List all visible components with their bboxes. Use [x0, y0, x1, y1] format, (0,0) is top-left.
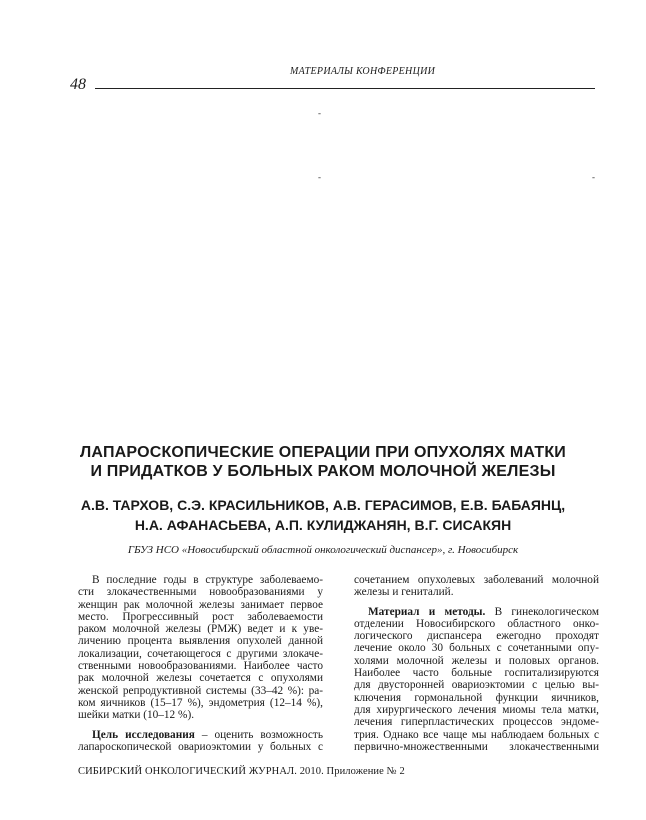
paragraph-line: шейки матки (10–12 %).	[78, 709, 195, 722]
stray-mark: -	[318, 172, 321, 182]
right-column	[354, 574, 599, 753]
authors-line: Н.А. АФАНАСЬЕВА, А.П. КУЛИДЖАНЯН, В.Г. СИСАКЯН	[134, 517, 512, 533]
paragraph-line: сти злокачественными новообразованиями у	[78, 586, 323, 599]
paragraph-line: первично-множественными злокачественными	[354, 740, 599, 753]
stray-mark: -	[592, 172, 595, 182]
paragraph-line: место. Прогрессивный рост заболеваемости	[78, 610, 323, 623]
paragraph-line: логического диспансера ежегодно проходят	[354, 630, 599, 643]
article-title	[60, 443, 586, 481]
page-number: 48	[70, 76, 86, 93]
paragraph-line: рак молочной железы сочетается с опухолями	[78, 672, 323, 685]
paragraph-line: железы и гениталий.	[354, 586, 454, 599]
paragraph-line: Наиболее часто больные госпитализируются	[354, 667, 599, 680]
aim-label: Цель исследования	[92, 728, 195, 741]
paragraph-line: женщин рак молочной железы занимает первое	[78, 598, 323, 611]
methods-label: Материал и методы.	[368, 605, 486, 618]
paragraph-line: сочетанием опухолевых заболеваний молочной	[354, 574, 599, 586]
paragraph-line: для хирургического лечения миомы тела матки,	[354, 703, 599, 716]
paragraph-line: ственными новообразованиями. Наиболее часто	[78, 660, 323, 673]
paragraph-line: трия. Однако все чаще мы наблюдаем больных с	[354, 728, 599, 741]
running-title: МАТЕРИАЛЫ КОНФЕРЕНЦИИ	[290, 66, 436, 77]
paragraph-line: лапароскопической овариоэктомии у больных с	[78, 740, 323, 753]
aim-text: – оценить возможность	[194, 728, 323, 741]
article-title-line: ЛАПАРОСКОПИЧЕСКИЕ ОПЕРАЦИИ ПРИ ОПУХОЛЯХ МАТКИ	[79, 444, 566, 461]
paragraph-line: отделении Новосибирского областного онко-	[354, 617, 599, 630]
methods-text: В гинекологическом	[485, 605, 599, 618]
paragraph-line: холями молочной железы и половых органов.	[354, 654, 599, 667]
paragraph-line: локализации, сочетающегося с другими злокаче-	[78, 647, 323, 660]
stray-mark: -	[318, 108, 321, 118]
authors-line: А.В. ТАРХОВ, С.Э. КРАСИЛЬНИКОВ, А.В. ГЕРАСИМОВ, Е.В. БАБАЯНЦ,	[80, 497, 566, 513]
paragraph-line: раком молочной железы (РМЖ) ведет и к уве-	[78, 623, 323, 636]
paragraph-line: лечение около 30 больных с сочетанными опу-	[354, 642, 599, 655]
methods-line	[354, 606, 599, 618]
paragraph-line: для двусторонней овариоэктомии с целью вы-	[354, 679, 599, 692]
journal-footer: СИБИРСКИЙ ОНКОЛОГИЧЕСКИЙ ЖУРНАЛ. 2010. Приложение № 2	[78, 766, 405, 777]
left-column	[78, 574, 323, 753]
affiliation: ГБУЗ НСО «Новосибирский областной онкологический диспансер», г. Новосибирск	[127, 544, 519, 556]
paragraph-line: В последние годы в структуре заболеваемо-	[92, 574, 323, 586]
paragraph-line: ком яичников (15–17 %), эндометрия (12–14 %),	[78, 696, 323, 709]
article-title-line: И ПРИДАТКОВ У БОЛЬНЫХ РАКОМ МОЛОЧНОЙ ЖЕЛЕЗЫ	[90, 463, 556, 480]
paragraph-line: ключения гормональной функции яичников,	[354, 691, 599, 704]
article-authors	[60, 495, 586, 535]
header-rule	[95, 88, 595, 89]
paragraph-line: личению процента выявления опухолей данной	[78, 635, 323, 648]
paragraph-line: женской репродуктивной системы (33–42 %): ра-	[78, 684, 323, 697]
aim-line	[78, 729, 323, 741]
paragraph-line: лечения гиперпластических процессов эндоме-	[354, 716, 599, 729]
